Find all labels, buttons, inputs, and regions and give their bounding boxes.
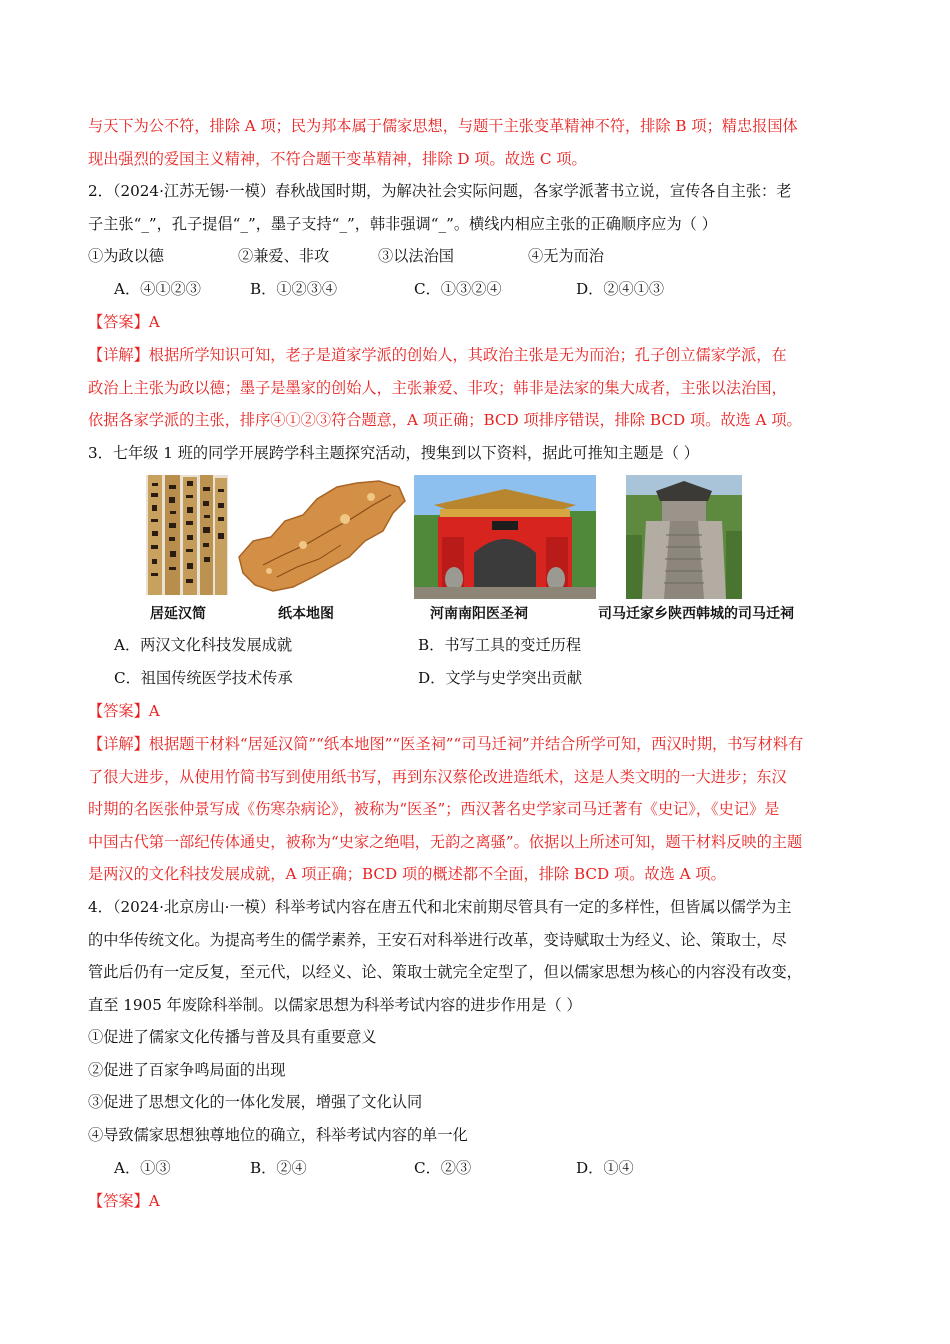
- q4-stem-line-4: 直至 1905 年废除科举制。以儒家思想为科举考试内容的进步作用是（ ）: [88, 995, 582, 1014]
- q3-option-c: C．祖国传统医学技术传承: [114, 669, 293, 688]
- q3-option-d: D．文学与史学突出贡献: [418, 669, 583, 688]
- q2-option-d: D．②④①③: [576, 280, 665, 299]
- q3-stem: 3．七年级 1 班的同学开展跨学科主题探究活动，搜集到以下资料，据此可推知主题是（ ）: [88, 443, 699, 462]
- caption-bamboo-slips: 居延汉简: [150, 606, 206, 623]
- q3-options-row-2: [88, 662, 878, 695]
- intro-line-1: 与天下为公不符，排除 A 项；民为邦本属于儒家思想，与题干主张变革精神不符，排除 B 项；精忠报国体: [88, 117, 798, 135]
- q2-detail-1: 【详解】根据所学知识可知，老子是道家学派的创始人，其政治主张是无为而治；孔子创立儒家学派，在: [88, 345, 787, 364]
- q2-stem-line-2: 子主张“_”，孔子提倡“_”，墨子支持“_”，韩非强调“_”。横线内相应主张的正确顺序应为（ ）: [88, 214, 717, 233]
- q4-option-a: A．①③: [114, 1158, 171, 1177]
- q4-option-c: C．②③: [414, 1158, 472, 1177]
- q2-stem-line-1: 2．（2024·江苏无锡·一模）春秋战国时期，为解决社会实际问题，各家学派著书立说，宣传各自主张：老: [88, 182, 792, 201]
- bamboo-slips-image: [146, 475, 228, 595]
- q3-option-a: A．两汉文化科技发展成就: [114, 636, 293, 655]
- q4-option-b: B．②④: [250, 1158, 307, 1177]
- q2-options: [88, 273, 878, 306]
- q2-item-4: ④无为而治: [528, 247, 604, 266]
- caption-medical-sage-temple: 河南南阳医圣祠: [430, 606, 528, 623]
- intro-line-2: 现出强烈的爱国主义精神，不符合题干变革精神，排除 D 项。故选 C 项。: [88, 149, 587, 168]
- q3-detail-5: 是两汉的文化科技发展成就，A 项正确；BCD 项的概述都不全面，排除 BCD 项。故选 A 项。: [88, 865, 726, 884]
- q4-options: [88, 1152, 878, 1185]
- q2-option-a: A．④①②③: [114, 280, 201, 299]
- q3-options-row-1: [88, 629, 878, 662]
- q2-item-1: ①为政以德: [88, 247, 164, 266]
- q2-detail-3: 依据各家学派的主张，排序④①②③符合题意，A 项正确；BCD 项排序错误，排除 BCD 项。故选 A 项。: [88, 411, 802, 430]
- q2-item-2: ②兼爱、非攻: [238, 247, 330, 266]
- q4-stem-line-3: 管此后仍有一定反复，至元代，以经义、论、策取士就完全定型了，但以儒家思想为核心的内容没有改变，: [88, 963, 802, 982]
- q4-item-2: ②促进了百家争鸣局面的出现: [88, 1060, 286, 1079]
- q4-option-d: D．①④: [576, 1158, 634, 1177]
- paper-map-image: [233, 475, 408, 597]
- q3-detail-4: 中国古代第一部纪传体通史，被称为“史家之绝唱，无韵之离骚”。依据以上所述可知，题干材料反映的主题: [88, 832, 803, 851]
- q4-stem-line-1: 4．（2024·北京房山·一模）科举考试内容在唐五代和北宋前期尽管具有一定的多样性，但皆属以儒学为主: [88, 897, 792, 916]
- q4-item-4: ④导致儒家思想独尊地位的确立，科举考试内容的单一化: [88, 1126, 468, 1145]
- q4-stem-line-2: 的中华传统文化。为提高考生的儒学素养，王安石对科举进行改革，变诗赋取士为经义、论、策取士，尽: [88, 930, 787, 949]
- q3-detail-1: 【详解】根据题干材料“居延汉简”“纸本地图”“医圣祠”“司马迁祠”并结合所学可知，西汉时期，书写材料有: [88, 734, 804, 753]
- q3-image-row: [88, 475, 878, 627]
- caption-sima-qian-shrine: 司马迁家乡陕西韩城的司马迁祠: [598, 606, 794, 623]
- sima-qian-shrine-image: [626, 475, 742, 599]
- q2-items: [88, 240, 878, 273]
- q4-item-3: ③促进了思想文化的一体化发展，增强了文化认同: [88, 1093, 423, 1112]
- q3-detail-3: 时期的名医张仲景写成《伤寒杂病论》，被称为“医圣”；西汉著名史学家司马迁著有《史记》，《史记》是: [88, 800, 780, 819]
- q3-option-b: B．书写工具的变迁历程: [418, 636, 582, 655]
- medical-sage-temple-image: [414, 475, 596, 599]
- q2-answer: 【答案】A: [88, 313, 160, 332]
- q3-answer: 【答案】A: [88, 702, 160, 721]
- q2-option-b: B．①②③④: [250, 280, 338, 299]
- q2-item-3: ③以法治国: [378, 247, 454, 266]
- q4-item-1: ①促进了儒家文化传播与普及具有重要意义: [88, 1028, 377, 1047]
- caption-paper-map: 纸本地图: [278, 606, 334, 623]
- q3-detail-2: 了很大进步，从使用竹简书写到使用纸书写，再到东汉蔡伦改进造纸术，这是人类文明的一大进步；东汉: [88, 767, 787, 786]
- q4-answer: 【答案】A: [88, 1191, 160, 1210]
- document-page: [88, 110, 878, 1217]
- q2-detail-2: 政治上主张为政以德；墨子是墨家的创始人，主张兼爱、非攻；韩非是法家的集大成者，主张以法治国，: [88, 378, 787, 397]
- q2-option-c: C．①③②④: [414, 280, 502, 299]
